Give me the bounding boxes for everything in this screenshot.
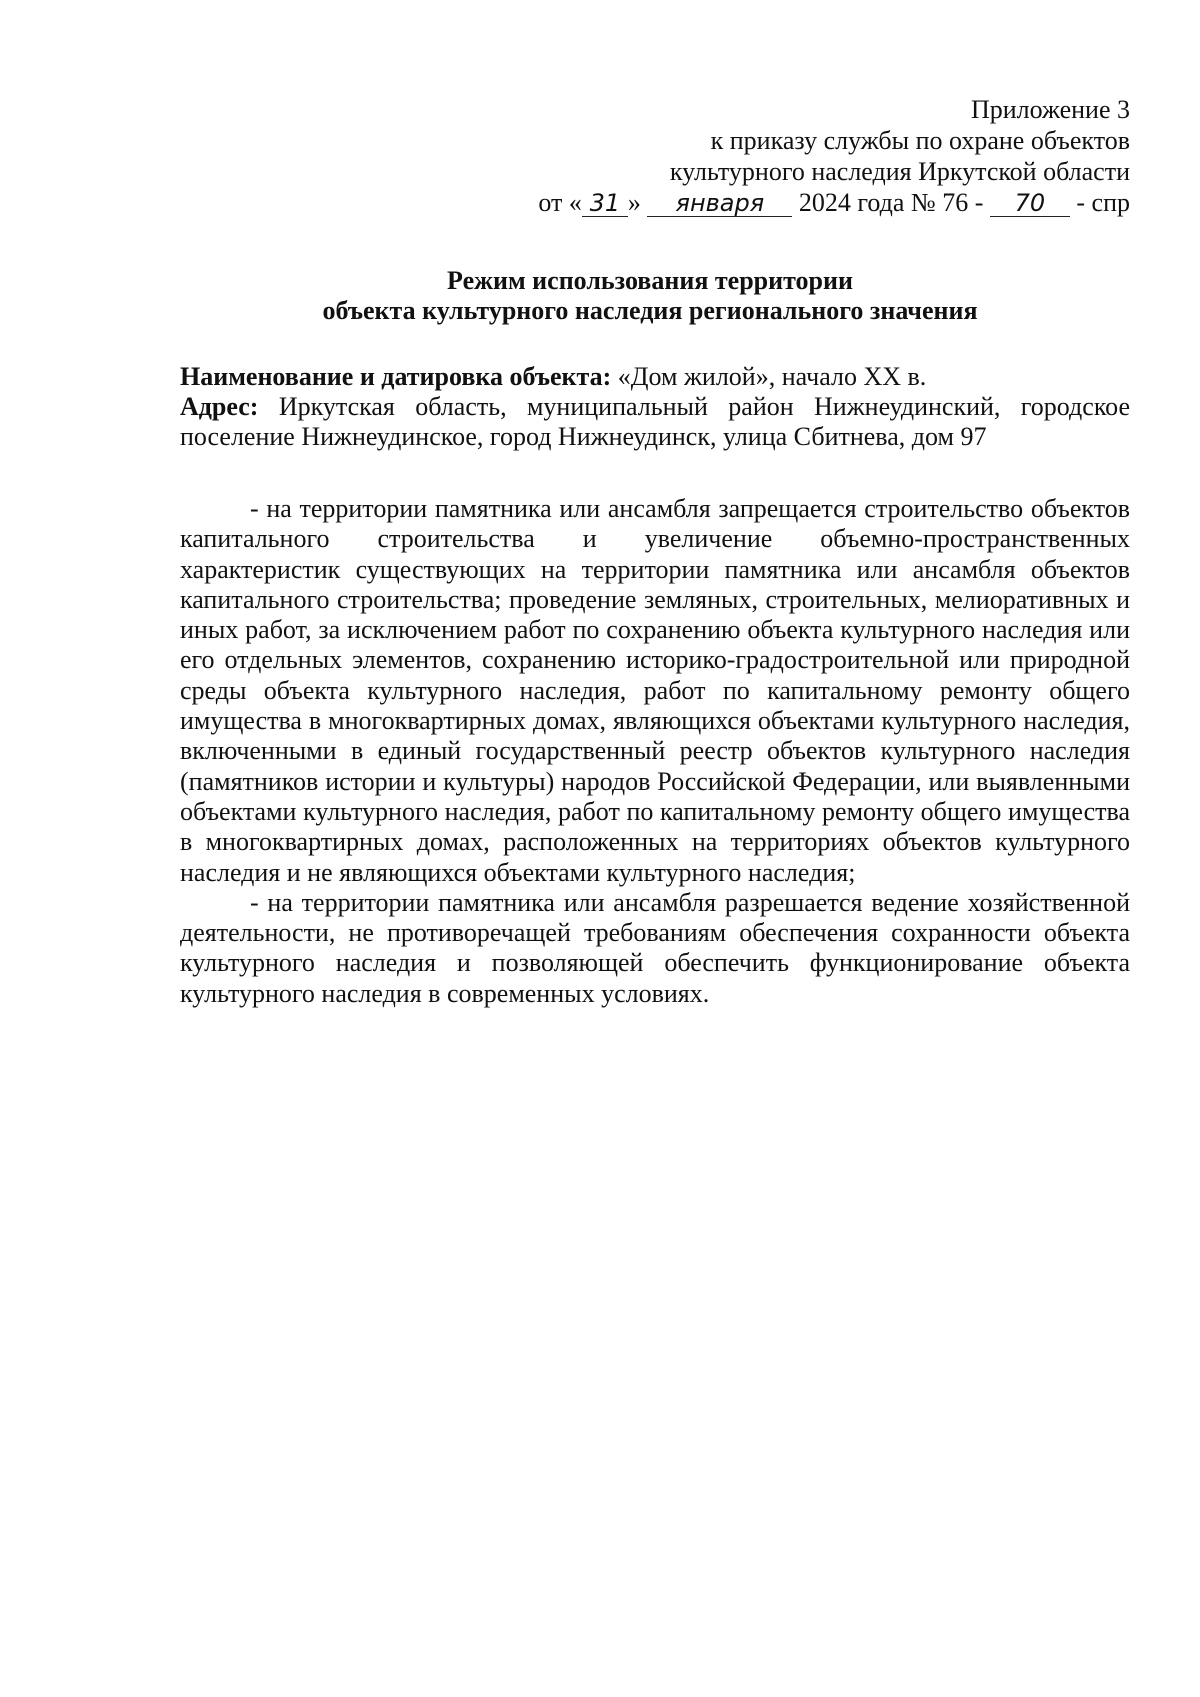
date-prefix: от «	[538, 188, 582, 217]
appendix-number: Приложение 3	[970, 95, 1130, 124]
handwritten-day: 31	[582, 190, 628, 217]
date-year-number: 2024 года № 76 -	[798, 188, 984, 217]
date-quote-close: »	[627, 188, 641, 217]
handwritten-order-number: 70	[990, 190, 1070, 217]
handwritten-month: января	[647, 190, 792, 217]
title-line-2: объекта культурного наследия регионального значения	[322, 296, 978, 325]
regime-body	[180, 494, 1130, 1009]
appendix-header	[430, 94, 1130, 218]
agency-name-line: культурного наследия Иркутской области	[669, 157, 1130, 186]
object-address-label: Адрес:	[180, 392, 259, 421]
object-details	[180, 362, 1130, 452]
object-name-label: Наименование и датировка объекта:	[180, 362, 612, 391]
title-line-1: Режим использования территории	[447, 266, 853, 295]
object-name-value: «Дом жилой», начало XX в.	[617, 362, 927, 391]
order-date-line	[430, 187, 1130, 218]
permissions-paragraph: - на территории памятника или ансамбля разрешается ведение хозяйственной деятельности, не противоречащей требованиям обеспечения сохранности объекта культурного наследия и позволяющей обеспечить функционирование объекта культурного наследия в современных условиях.	[180, 887, 1130, 1008]
object-name-row	[180, 362, 1130, 392]
object-address-row	[180, 392, 1130, 452]
order-suffix: - спр	[1076, 188, 1130, 217]
object-address-value: Иркутская область, муниципальный район Нижнеудинский, городское поселение Нижнеудинское, город Нижнеудинск, улица Сбитнева, дом 97	[180, 392, 1130, 451]
document-title	[180, 266, 1120, 326]
order-reference-line: к приказу службы по охране объектов	[710, 126, 1130, 155]
prohibitions-paragraph: - на территории памятника или ансамбля запрещается строительство объектов капитального строительства и увеличение объемно-пространственных характеристик существующих на территории памятника или ансамбля объектов капитального строительства; проведение земляных, строительных, мелиоративных и иных работ, за исключением работ по сохранению объекта культурного наследия или его отдельных элементов, сохранению историко-градостроительной или природной среды объекта культурного наследия, работ по капитальному ремонту общего имущества в многоквартирных домах, являющихся объектами культурного наследия, включенными в единый государственный реестр объектов культурного наследия (памятников истории и культуры) народов Российской Федерации, или выявленными объектами культурного наследия, работ по капитальному ремонту общего имущества в многоквартирных домах, расположенных на территориях объектов культурного наследия и не являющихся объектами культурного наследия;	[180, 494, 1130, 887]
